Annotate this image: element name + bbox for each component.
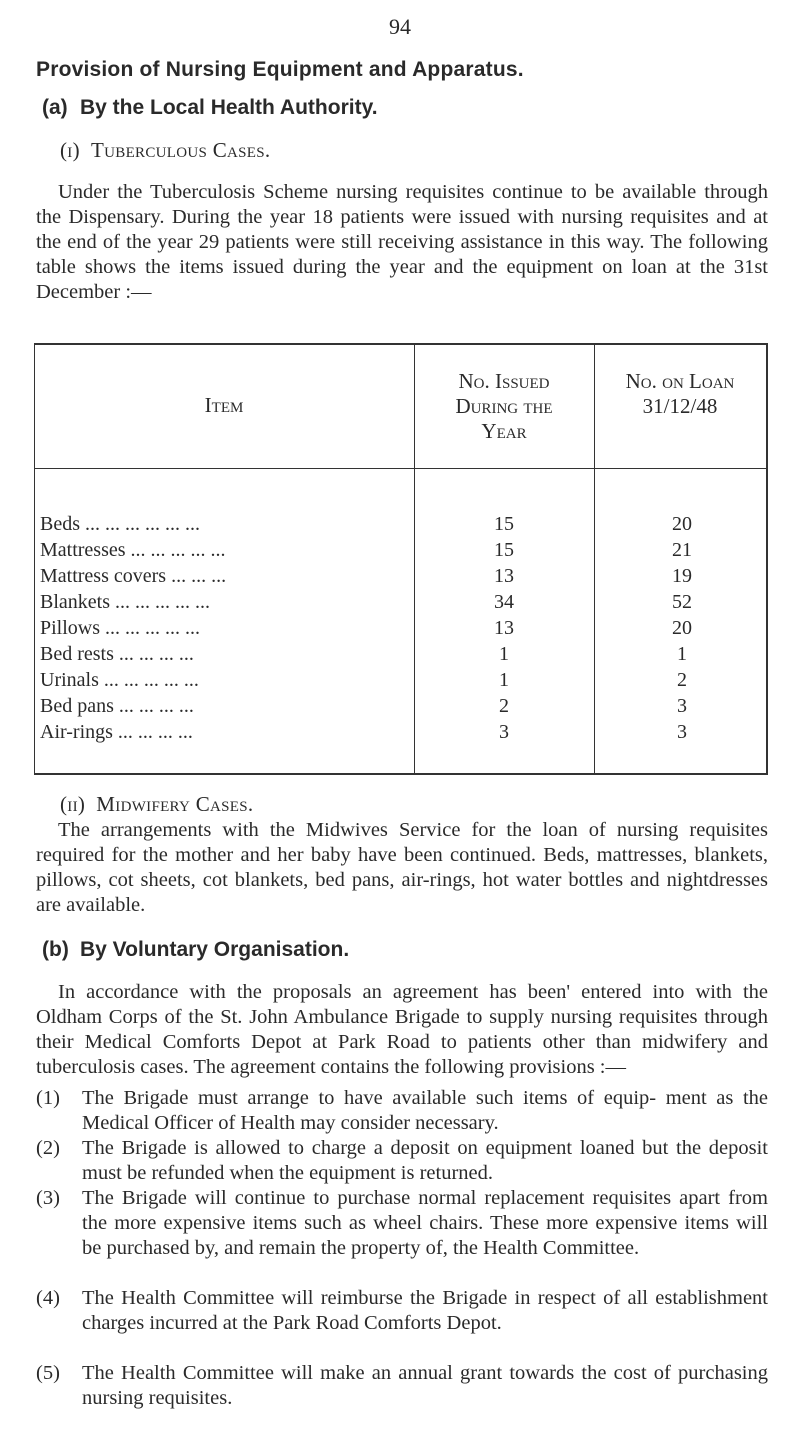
row-issued: 15 bbox=[494, 513, 514, 535]
provision-number: (1) bbox=[36, 1087, 60, 1109]
section-b-label: (b) bbox=[42, 938, 69, 961]
table-row bbox=[34, 721, 768, 747]
row-item: Bed pans ... ... ... ... bbox=[40, 695, 194, 717]
equipment-table bbox=[34, 343, 768, 775]
table-header-rule bbox=[34, 468, 768, 469]
paragraph-voluntary: In accordance with the proposals an agreement has been' entered into with the Oldham Corps of the St. John Ambulance Brigade to supply nursing requisites through their Medical Comforts Depot at Park Road to patients other than midwifery and tuberculosis cases. The agreement contains the following provisions :— bbox=[36, 981, 768, 1078]
row-item: Mattress covers ... ... ... bbox=[40, 565, 227, 587]
row-item: Bed rests ... ... ... ... bbox=[40, 643, 194, 665]
subsection-ii-label: (ii) bbox=[60, 792, 86, 816]
row-on-loan: 3 bbox=[677, 695, 687, 717]
subsection-i-title: Tuberculous Cases. bbox=[91, 138, 271, 162]
provision-text: The Brigade must arrange to have available such items of equip- ment as the Medical Officer of Health may consider necessary. bbox=[82, 1087, 768, 1134]
row-item: Urinals ... ... ... ... ... bbox=[40, 669, 199, 691]
row-item: Mattresses ... ... ... ... ... bbox=[40, 539, 226, 561]
row-issued: 15 bbox=[494, 539, 514, 561]
section-b-heading bbox=[42, 938, 349, 962]
page-title: Provision of Nursing Equipment and Apparatus. bbox=[36, 58, 524, 81]
row-issued: 34 bbox=[494, 591, 514, 613]
row-item: Blankets ... ... ... ... ... bbox=[40, 591, 210, 613]
header-item: Item bbox=[204, 393, 244, 417]
row-on-loan: 20 bbox=[672, 617, 692, 639]
header-on-loan bbox=[594, 369, 766, 419]
row-item: Beds ... ... ... ... ... ... bbox=[40, 513, 200, 535]
table-row bbox=[34, 695, 768, 721]
table-row bbox=[34, 513, 768, 539]
row-issued: 13 bbox=[494, 617, 514, 639]
row-on-loan: 21 bbox=[672, 539, 692, 561]
row-issued: 2 bbox=[499, 695, 509, 717]
provision-number: (4) bbox=[36, 1287, 60, 1309]
subsection-i-heading bbox=[60, 138, 270, 163]
subsection-i-label: (i) bbox=[60, 138, 80, 162]
provision-text: The Brigade will continue to purchase normal replacement requisites apart from the more expensive items such as wheel chairs. These more expensive items will be purchased by, and remain the property of, the Health Committee. bbox=[82, 1187, 768, 1259]
header-issued-line-3: Year bbox=[481, 419, 527, 443]
table-row bbox=[34, 617, 768, 643]
table-row bbox=[34, 669, 768, 695]
row-item: Air-rings ... ... ... ... bbox=[40, 721, 193, 743]
row-item: Pillows ... ... ... ... ... bbox=[40, 617, 201, 639]
paragraph-midwifery: The arrangements with the Midwives Service for the loan of nursing requisites required for the mother and her baby have been continued. Beds, mattresses, blankets, pillows, cot sheets, cot blankets, bed pans, air-rings, hot water bottles and nightdresses are available. bbox=[36, 819, 768, 916]
table-row bbox=[34, 591, 768, 617]
subsection-ii-title: Midwifery Cases. bbox=[96, 792, 254, 816]
table-row bbox=[34, 565, 768, 591]
provision-text: The Health Committee will reimburse the Brigade in respect of all establishment charges incurred at the Park Road Comforts Depot. bbox=[82, 1287, 768, 1334]
section-a-label: (a) bbox=[42, 96, 68, 119]
row-issued: 3 bbox=[499, 721, 509, 743]
section-b-title: By Voluntary Organisation. bbox=[80, 938, 350, 961]
section-a-title: By the Local Health Authority. bbox=[80, 96, 378, 119]
paragraph-tuberculous: Under the Tuberculosis Scheme nursing requisites continue to be available through the Dispensary. During the year 18 patients were issued with nursing requisites and at the end of the year 29 patients were still receiving assistance in this way. The following table shows the items issued during the year and the equipment on loan at the 31st December :— bbox=[36, 181, 768, 303]
row-on-loan: 52 bbox=[672, 591, 692, 613]
table-row bbox=[34, 643, 768, 669]
header-on-loan-line-1: No. on Loan bbox=[625, 369, 735, 393]
row-issued: 1 bbox=[499, 643, 509, 665]
row-on-loan: 2 bbox=[677, 669, 687, 691]
header-issued bbox=[414, 369, 594, 444]
row-on-loan: 3 bbox=[677, 721, 687, 743]
section-a-heading bbox=[42, 96, 378, 120]
row-on-loan: 1 bbox=[677, 643, 687, 665]
provision-text: The Brigade is allowed to charge a deposit on equipment loaned but the deposit must be refunded when the equipment is returned. bbox=[82, 1137, 768, 1184]
row-issued: 13 bbox=[494, 565, 514, 587]
provision-number: (5) bbox=[36, 1362, 60, 1384]
subsection-ii-heading bbox=[60, 792, 253, 817]
row-on-loan: 20 bbox=[672, 513, 692, 535]
header-issued-line-2: During the bbox=[455, 394, 553, 418]
provision-number: (3) bbox=[36, 1187, 60, 1209]
page-number: 94 bbox=[389, 14, 411, 39]
header-issued-line-1: No. Issued bbox=[458, 369, 550, 393]
table-bottom-rule bbox=[34, 773, 768, 775]
header-on-loan-line-2: 31/12/48 bbox=[642, 394, 718, 418]
provision-number: (2) bbox=[36, 1137, 60, 1159]
row-on-loan: 19 bbox=[672, 565, 692, 587]
table-row bbox=[34, 539, 768, 565]
provision-text: The Health Committee will make an annual grant towards the cost of purchasing nursing requisites. bbox=[82, 1362, 768, 1409]
table-top-rule bbox=[34, 343, 768, 345]
row-issued: 1 bbox=[499, 669, 509, 691]
